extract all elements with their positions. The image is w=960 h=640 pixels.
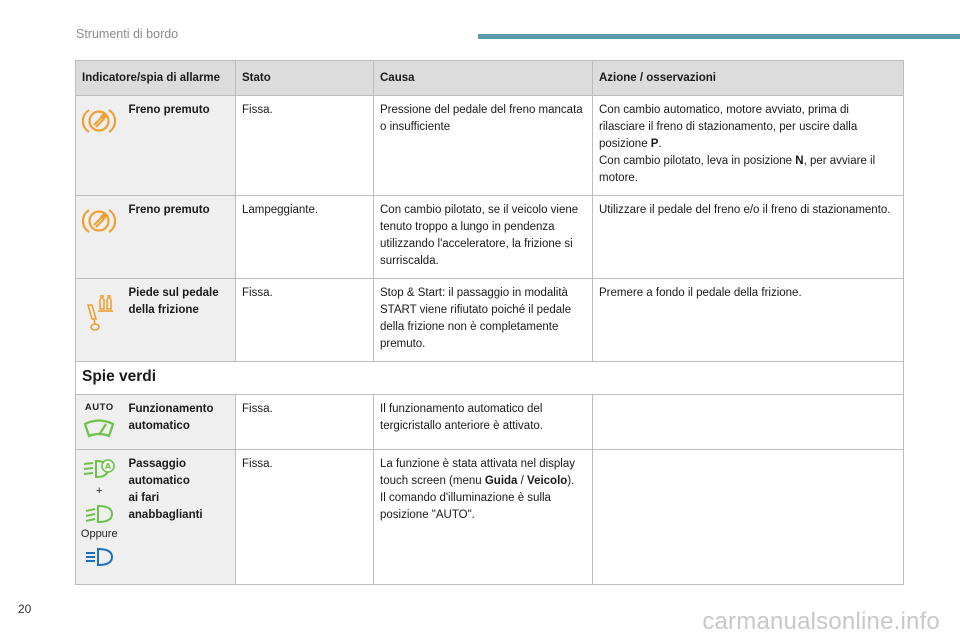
row-azione — [593, 395, 904, 450]
auto-wiper-icon — [82, 416, 116, 442]
col-header-azione: Azione / osservazioni — [593, 61, 904, 96]
row-stato: Fissa. — [236, 96, 374, 196]
dipped-beam-icon — [82, 504, 116, 524]
table-row — [76, 196, 904, 279]
row-name: Freno premuto — [123, 196, 236, 279]
row-stato: Fissa. — [236, 450, 374, 585]
row-causa: Con cambio pilotato, se il veicolo viene tenuto troppo a lungo in pendenza utilizzando l'acceleratore, la frizione si surriscalda. — [374, 196, 593, 279]
col-header-indicator: Indicatore/spia di allarme — [76, 61, 236, 96]
table-row — [76, 279, 904, 362]
row-name: Piede sul pedale della frizione — [123, 279, 236, 362]
row-stato: Fissa. — [236, 395, 374, 450]
col-header-causa: Causa — [374, 61, 593, 96]
row-causa: Pressione del pedale del freno mancata o insufficiente — [374, 96, 593, 196]
plus-sign: + — [96, 485, 103, 497]
warning-lights-table — [75, 60, 904, 585]
row-causa: La funzione è stata attivata nel display touch screen (menu Guida / Veicolo). Il comando d'illuminazione è sulla posizione "AUTO". — [374, 450, 593, 585]
row-causa: Il funzionamento automatico del tergicristallo anteriore è attivato. — [374, 395, 593, 450]
watermark: carmanualsonline.info — [702, 608, 940, 635]
row-azione: Premere a fondo il pedale della frizione. — [593, 279, 904, 362]
row-azione: Utilizzare il pedale del freno e/o il freno di stazionamento. — [593, 196, 904, 279]
table-header-row — [76, 61, 904, 96]
table-row — [76, 96, 904, 196]
page-number: 20 — [18, 602, 32, 616]
header-accent-bar — [478, 34, 960, 39]
row-name: Funzionamento automatico — [123, 395, 236, 450]
oppure-label: Oppure — [80, 528, 118, 540]
brake-pedal-icon — [82, 106, 116, 136]
row-azione — [593, 450, 904, 585]
row-causa: Stop & Start: il passaggio in modalità START viene rifiutato poiché il pedale della frizione non è completamente premuto. — [374, 279, 593, 362]
section-title: Spie verdi — [76, 362, 904, 395]
svg-text:A: A — [105, 462, 112, 471]
row-stato: Fissa. — [236, 279, 374, 362]
auto-label: AUTO — [84, 402, 114, 413]
brake-pedal-icon — [82, 206, 116, 236]
row-name: Passaggio automatico ai fari anabbaglianti — [123, 450, 236, 585]
table-row — [76, 395, 904, 450]
row-stato: Lampeggiante. — [236, 196, 374, 279]
clutch-pedal-icon — [82, 289, 116, 333]
section-row — [76, 362, 904, 395]
main-beam-icon — [82, 547, 116, 567]
auto-headlamp-icon — [82, 458, 116, 482]
table-row — [76, 450, 904, 585]
row-azione: Con cambio automatico, motore avviato, prima di rilasciare il freno di stazionamento, per uscire dalla posizione P. Con cambio pilotato, leva in posizione N, per avviare il motore. — [593, 96, 904, 196]
row-name: Freno premuto — [123, 96, 236, 196]
col-header-stato: Stato — [236, 61, 374, 96]
page-header-title: Strumenti di bordo — [76, 27, 179, 41]
